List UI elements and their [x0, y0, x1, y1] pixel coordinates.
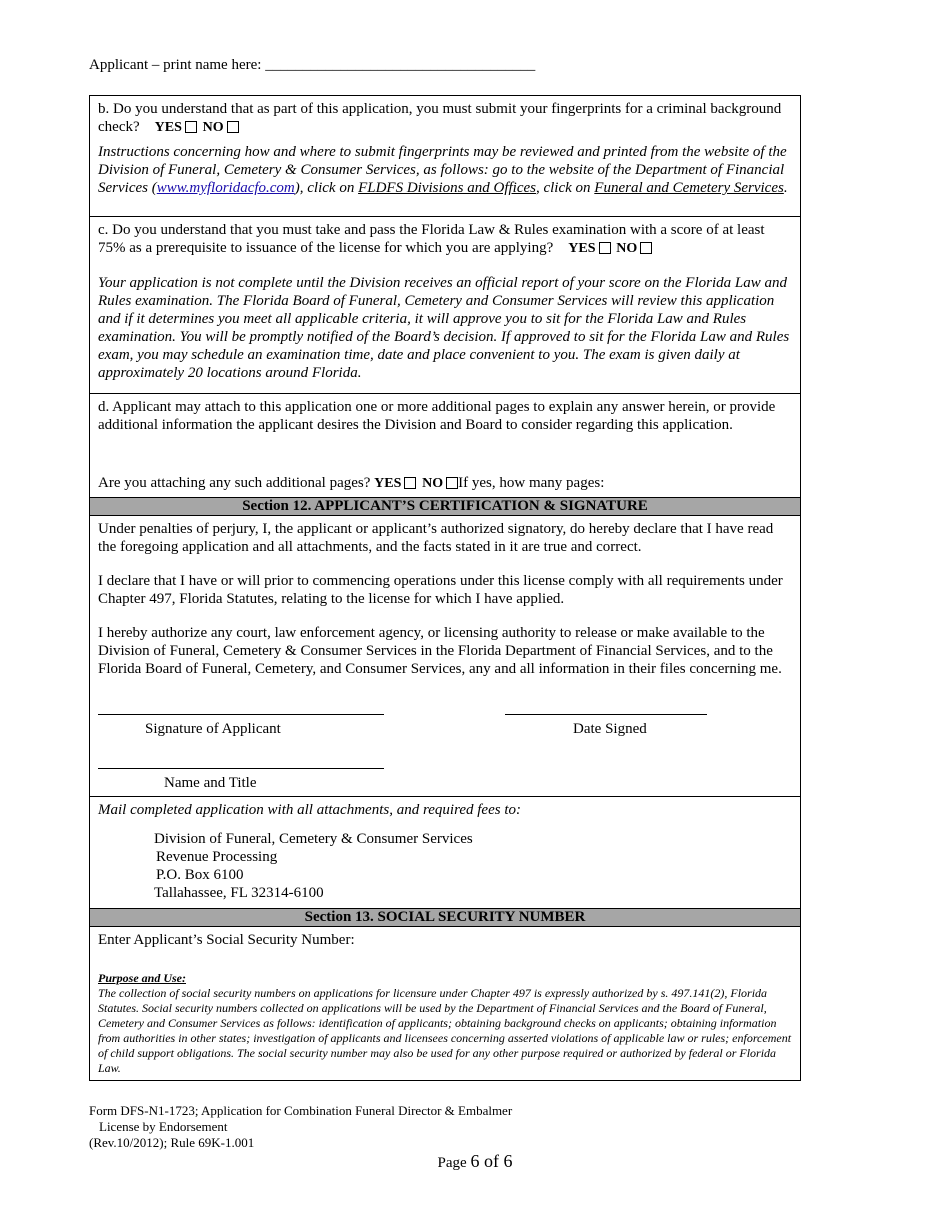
name-title-line[interactable]	[98, 768, 384, 769]
question-d-text: d. Applicant may attach to this application one or more additional pages to explain any answer herein, or provide additional information the applicant desires the Division and Board to consider regarding this application.	[98, 399, 776, 433]
ssn-section	[90, 927, 800, 1080]
form-footer	[89, 1103, 512, 1151]
question-b-yes-checkbox[interactable]	[185, 121, 197, 133]
question-b-section	[90, 96, 800, 217]
instructions-text-3: , click on	[535, 180, 595, 196]
application-form	[89, 95, 801, 1081]
section-12-heading: Section 12. APPLICANT’S CERTIFICATION & SIGNATURE	[90, 497, 800, 516]
question-b-no-checkbox[interactable]	[227, 121, 239, 133]
print-name-label: Applicant – print name here: ____________________________________	[89, 57, 536, 73]
page-count: 6 of 6	[470, 1151, 513, 1171]
instructions-text-4: .	[783, 180, 788, 196]
question-c-yes-checkbox[interactable]	[599, 242, 611, 254]
attach-yes-checkbox[interactable]	[404, 477, 416, 489]
signature-label: Signature of Applicant	[145, 721, 281, 737]
exam-notice: Your application is not complete until the Division receives an official report of your score on the Florida Law and Rules examination. The Florida Board of Funeral, Cemetery and Consumer Services will review this application and if it determines you meet all applicable criteria, it will approve you to sit for the Florida Law and Rules examination. You will be promptly notified of the Board’s decision. If approved to sit for the Florida Law and Rules exam, you may schedule an examination time, date and place convenient to you. The exam is given daily at approximately 20 locations around Florida.	[98, 275, 790, 381]
date-line[interactable]	[505, 714, 707, 715]
ssn-prompt: Enter Applicant’s Social Security Number:	[98, 932, 355, 948]
page-word: Page	[437, 1155, 467, 1171]
attach-no-label: NO	[422, 476, 444, 491]
attach-pages-question: Are you attaching any such additional pages?	[98, 475, 371, 491]
signature-line[interactable]	[98, 714, 384, 715]
certification-section	[90, 516, 800, 797]
myfloridacfo-link[interactable]: www.myfloridacfo.com	[156, 180, 295, 196]
perjury-declaration: Under penalties of perjury, I, the applicant or applicant’s authorized signatory, do hereby declare that I have read the foregoing application and all attachments, and the facts stated in it are true and correct.	[98, 521, 774, 555]
compliance-declaration: I declare that I have or will prior to commencing operations under this license comply with all requirements under Chapter 497, Florida Statutes, relating to the license for which I have applied.	[98, 573, 783, 607]
address-line-1: Division of Funeral, Cemetery & Consumer Services	[154, 831, 473, 847]
footer-license-type: License by Endorsement	[99, 1119, 228, 1134]
footer-form-id: Form DFS-N1-1723; Application for Combination Funeral Director & Embalmer	[89, 1103, 513, 1118]
footer-revision: (Rev.10/2012); Rule 69K-1.001	[89, 1135, 255, 1150]
question-c-text: c. Do you understand that you must take and pass the Florida Law & Rules examination with a score of at least 75% as a prerequisite to issuance of the license for which you are applying?	[98, 222, 765, 256]
fldfs-divisions-link[interactable]: FLDFS Divisions and Offices	[358, 180, 536, 196]
how-many-pages-label: If yes, how many pages:	[458, 475, 605, 491]
name-title-label: Name and Title	[164, 775, 257, 791]
mailing-instructions: Mail completed application with all attachments, and required fees to:	[98, 802, 521, 818]
question-c-no-label: NO	[616, 241, 638, 256]
attach-no-checkbox[interactable]	[446, 477, 458, 489]
funeral-cemetery-services-link[interactable]: Funeral and Cemetery Services	[594, 180, 784, 196]
date-signed-label: Date Signed	[573, 721, 647, 737]
question-c-yes-label: YES	[568, 241, 596, 256]
fingerprint-instructions: Instructions concerning how and where to submit fingerprints may be reviewed and printed from the website of the Division of Funeral, Cemetery & Consumer Services, as follows: go to the website of the Department of Financial Services (	[98, 144, 787, 196]
address-line-4: Tallahassee, FL 32314-6100	[154, 885, 324, 901]
section-13-heading: Section 13. SOCIAL SECURITY NUMBER	[90, 908, 800, 927]
authorization-statement: I hereby authorize any court, law enforcement agency, or licensing authority to release or make available to the Division of Funeral, Cemetery & Consumer Services in the Florida Department of Financial Services, and to the Florida Board of Funeral, Cemetery, and Consumer Services, any and all information in their files concerning me.	[98, 625, 782, 677]
instructions-text-2: ), click on	[294, 180, 359, 196]
address-line-3: P.O. Box 6100	[156, 867, 244, 883]
address-line-2: Revenue Processing	[156, 849, 278, 865]
question-b-yes-label: YES	[154, 120, 182, 135]
mailing-section	[90, 797, 800, 908]
question-d-section	[90, 394, 800, 497]
purpose-text: The collection of social security numbers on applications for licensure under Chapter 497 is expressly authorized by s. 497.141(2), Florida Statutes. Social security numbers collected on applications will be used by the Department of Financial Services and the Board of Funeral, Cemetery and Consumer Services as follows: identification of applicants; obtaining background checks on applicants; obtaining information from authorities in other states; investigation of applicants and licensees concerning asserted violations of applicable law or rules; enforcement of child support obligations. The social security number may also be used for any other purpose required or authorized by federal or Florida Law.	[98, 986, 792, 1075]
page-number	[0, 1152, 950, 1172]
attach-yes-label: YES	[374, 476, 402, 491]
mailing-address	[154, 830, 473, 902]
question-c-section	[90, 217, 800, 394]
question-c-no-checkbox[interactable]	[640, 242, 652, 254]
question-b-text: b. Do you understand that as part of this application, you must submit your fingerprints for a criminal background check?	[98, 101, 782, 135]
question-b-no-label: NO	[202, 120, 224, 135]
purpose-title: Purpose and Use:	[98, 971, 187, 985]
